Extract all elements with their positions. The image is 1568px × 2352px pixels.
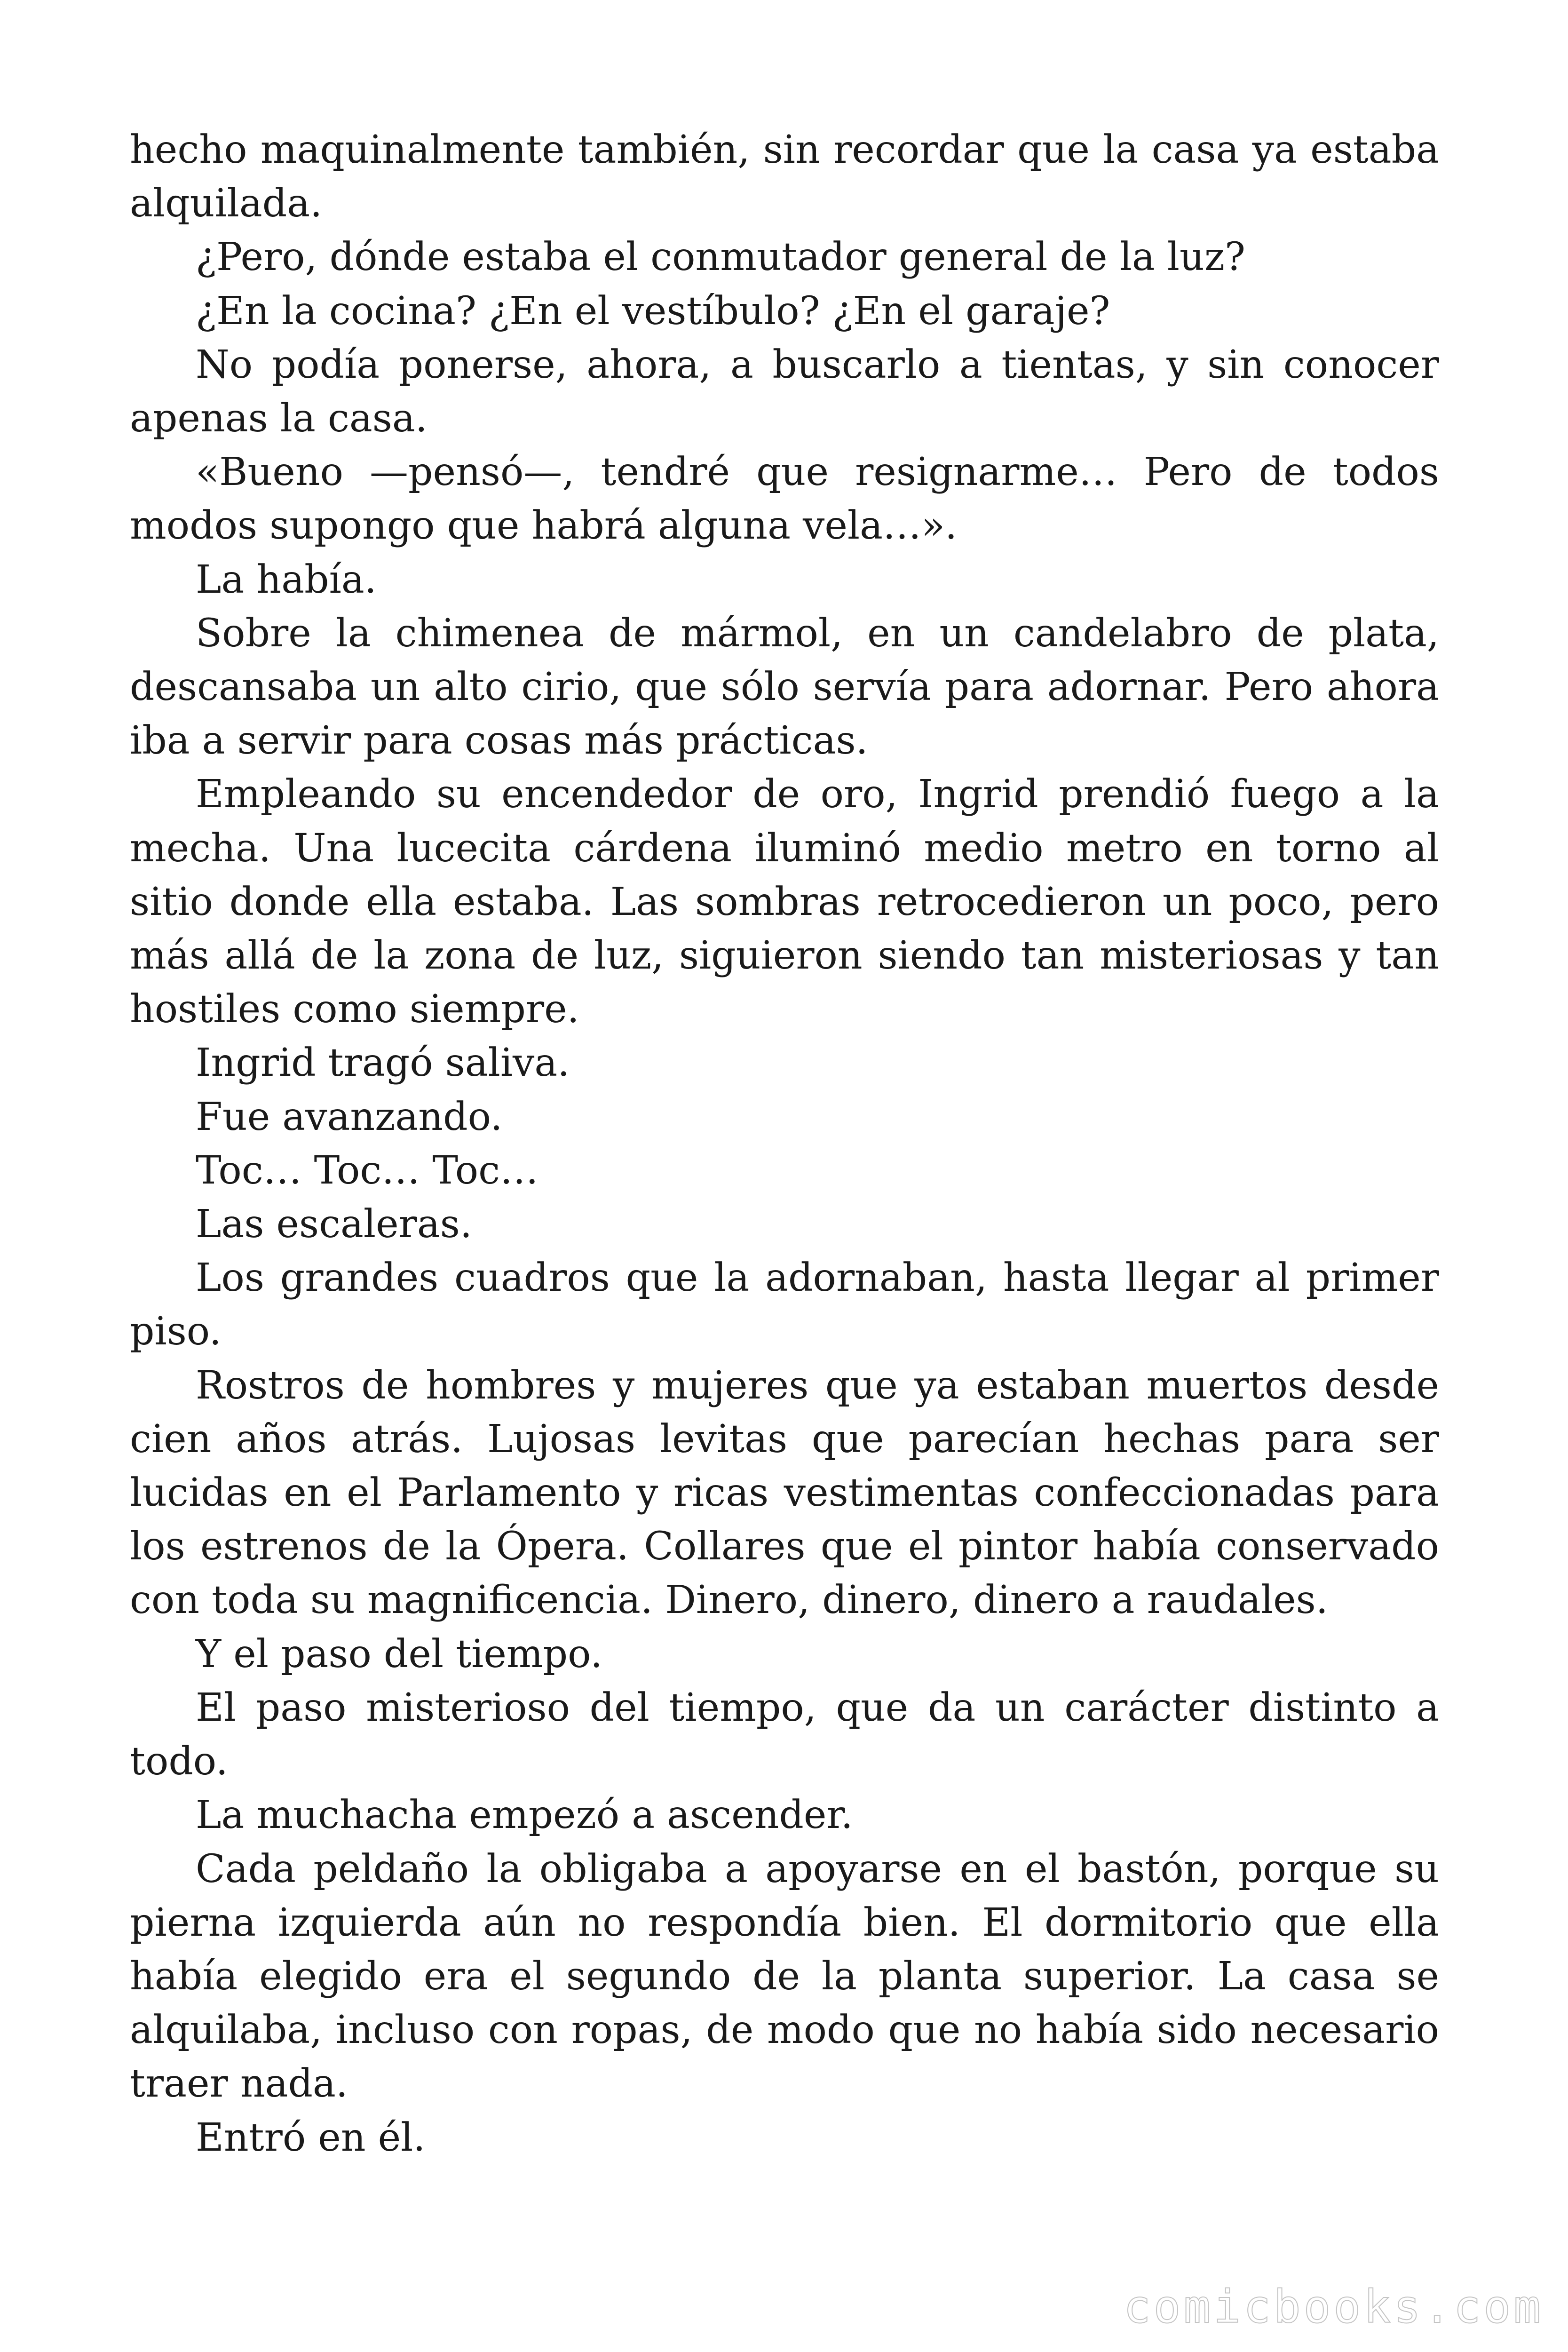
paragraph: La muchacha empezó a ascender. [196,1793,853,1838]
paragraph: Toc… Toc… Toc… [196,1148,539,1193]
paragraph: ¿En la cocina? ¿En el vestíbulo? ¿En el garaje? [196,288,1110,334]
paragraph: Ingrid tragó saliva. [196,1041,570,1086]
paragraph: Fue avanzando. [196,1094,503,1139]
paragraph: La había. [196,557,377,602]
paragraph: hecho maquinalmente también, sin recordar que la casa ya estaba alquilada. [130,127,1439,226]
paragraph: Entró en él. [196,2115,426,2160]
paragraph: Cada peldaño la obligaba a apoyarse en el bastón, porque su pierna izquierda aún no respondía bien. El dormitorio que ella había elegido era el segundo de la planta superior. La casa se alquilaba, incluso con ropas, de modo que no había sido necesario traer nada. [130,1846,1439,2106]
paragraph: ¿Pero, dónde estaba el conmutador general de la luz? [196,235,1245,280]
paragraph: «Bueno —pensó—, tendré que resignarme… Pero de todos modos supongo que habrá alguna vela…». [130,450,1439,548]
paragraph: Y el paso del tiempo. [196,1631,603,1677]
paragraph: El paso misterioso del tiempo, que da un carácter distinto a todo. [130,1685,1439,1784]
paragraph: No podía ponerse, ahora, a buscarlo a tientas, y sin conocer apenas la casa. [130,342,1439,441]
body-text [130,123,1439,2165]
paragraph: Empleando su encendedor de oro, Ingrid prendió fuego a la mecha. Una lucecita cárdena iluminó medio metro en torno al sitio donde ella estaba. Las sombras retrocedieron un poco, pero más allá de la zona de luz, siguieron siendo tan misteriosas y tan hostiles como siempre. [130,772,1439,1032]
paragraph: Sobre la chimenea de mármol, en un candelabro de plata, descansaba un alto cirio, que sólo servía para adornar. Pero ahora iba a servir para cosas más prácticas. [130,611,1439,763]
paragraph: Rostros de hombres y mujeres que ya estaban muertos desde cien años atrás. Lujosas levitas que parecían hechas para ser lucidas en el Parlamento y ricas vestimentas confeccionadas para los estrenos de la Ópera. Collares que el pintor había conservado con toda su magnificencia. Dinero, dinero, dinero a raudales. [130,1363,1439,1623]
paragraph: Las escaleras. [196,1202,472,1247]
paragraph: Los grandes cuadros que la adornaban, hasta llegar al primer piso. [130,1255,1439,1354]
watermark: comicbooks.com [1123,2280,1544,2333]
